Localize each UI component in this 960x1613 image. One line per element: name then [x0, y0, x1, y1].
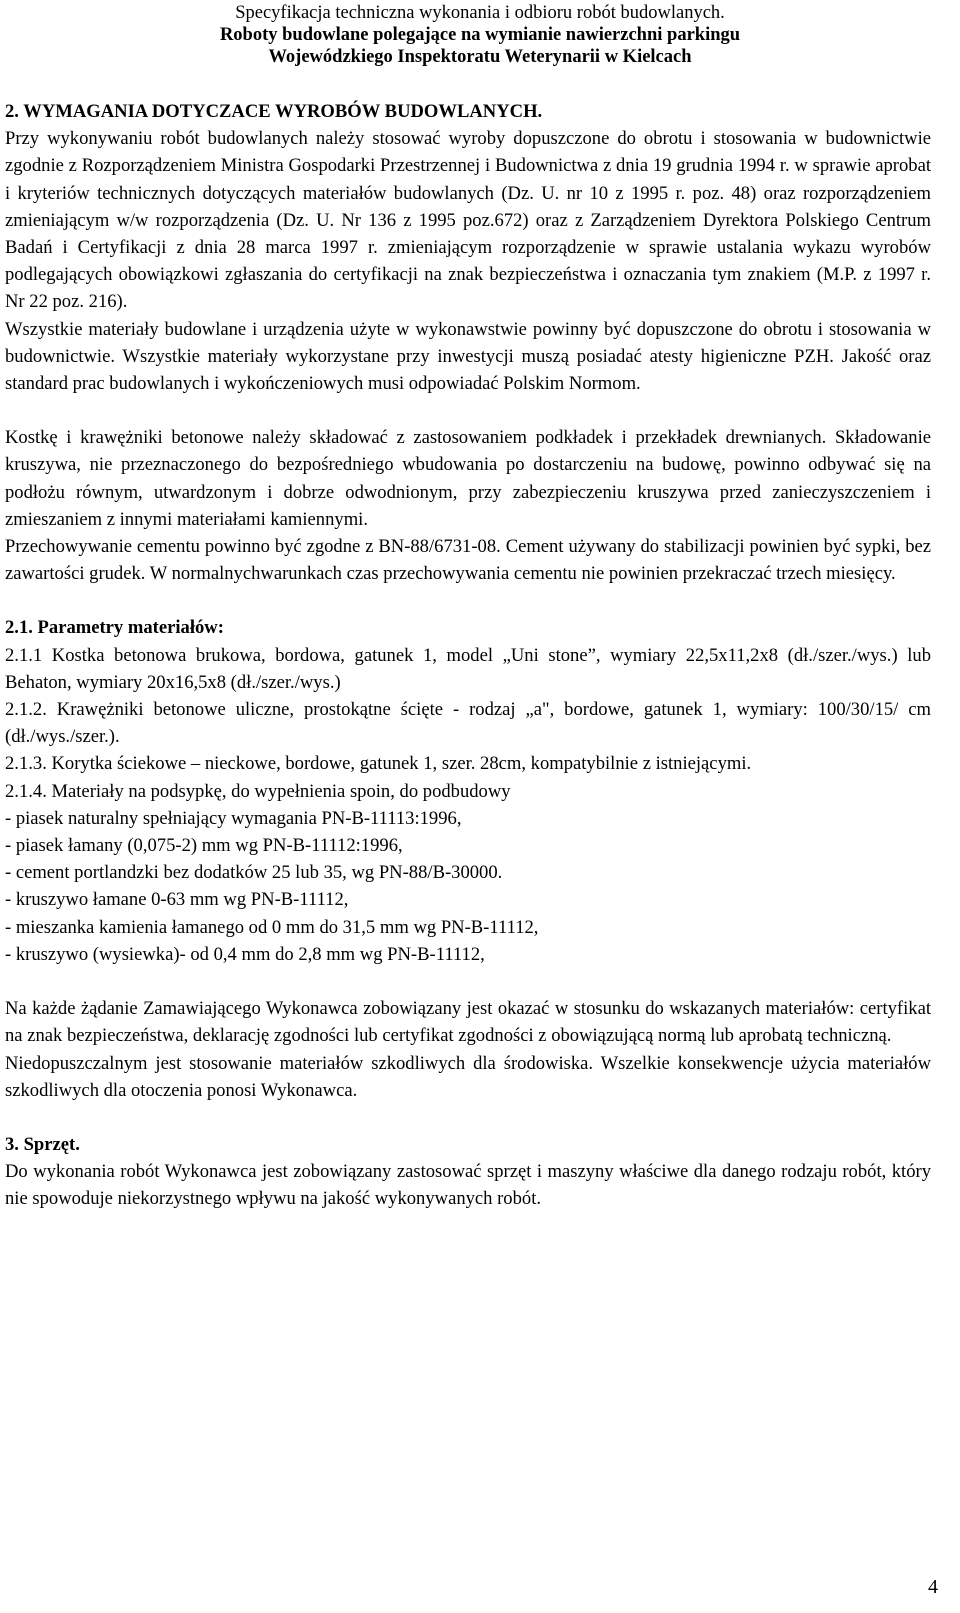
- list-item: - piasek łamany (0,075-2) mm wg PN-B-11112:1996,: [5, 835, 403, 857]
- item-2-1-1: 2.1.1 Kostka betonowa brukowa, bordowa, gatunek 1, model „Uni stone”, wymiary 22,5x11,2x8 (dł./szer./wys.) lub Behaton, wymiary 20x16,5x8 (dł./szer./wys.): [5, 644, 931, 693]
- list-item: - cement portlandzki bez dodatków 25 lub 35, wg PN-88/B-30000.: [5, 862, 503, 884]
- section-3-heading: 3. Sprzęt.: [5, 1133, 80, 1155]
- item-2-1-4: 2.1.4. Materiały na podsypkę, do wypełnienia spoin, do podbudowy: [5, 780, 511, 802]
- section-2-paragraph-1: Przy wykonywaniu robót budowlanych należy stosować wyroby dopuszczone do obrotu i stosowania w budownictwie zgodnie z Rozporządzeniem Ministra Gospodarki Przestrzennej i Budownictwa z dnia 19 grudnia 1994 r. w sprawie aprobat i kryteriów technicznych dotyczących materiałów budowlanych (Dz. U. nr 10 z 1995 r. poz. 48) oraz rozporządzeniem zmieniającym w/w rozporządzenia (Dz. U. Nr 136 z 1995 poz.672) oraz z Zarządzeniem Dyrektora Polskiego Centrum Badań i Certyfikacji z dnia 28 marca 1997 r. zmieniającym rozporządzenie w sprawie ustalania wykazu wyrobów podlegających obowiązkowi zgłaszania do certyfikacji na znak bezpieczeństwa i oznaczania tym znakiem (M.P. z 1997 r. Nr 22 poz. 216).: [5, 128, 931, 313]
- section-2-1-paragraph-certificates: Na każde żądanie Zamawiającego Wykonawca zobowiązany jest okazać w stosunku do wskazanych materiałów: certyfikat na znak bezpieczeństwa, deklarację zgodności lub certyfikat zgodności z obowiązującą normą lub aprobatą techniczną.: [5, 998, 931, 1047]
- header-title-line: Specyfikacja techniczna wykonania i odbioru robót budowlanych.: [235, 3, 725, 23]
- list-item: - piasek naturalny spełniający wymagania PN-B-11113:1996,: [5, 807, 462, 829]
- list-item: - kruszywo (wysiewka)- od 0,4 mm do 2,8 mm wg PN-B-11112,: [5, 943, 485, 965]
- section-2-1-paragraph-harmful: Niedopuszczalnym jest stosowanie materiałów szkodliwych dla środowiska. Wszelkie konsekwencje użycia materiałów szkodliwych dla otoczenia ponosi Wykonawca.: [5, 1052, 931, 1101]
- section-3-paragraph: Do wykonania robót Wykonawca jest zobowiązany zastosować sprzęt i maszyny właściwe dla danego rodzaju robót, który nie spowoduje niekorzystnego wpływu na jakość wykonywanych robót.: [5, 1161, 931, 1210]
- spacer: [5, 1104, 931, 1131]
- section-2-1-heading: 2.1. Parametry materiałów:: [5, 617, 224, 639]
- section-2-paragraph-2: Wszystkie materiały budowlane i urządzenia użyte w wykonawstwie powinny być dopuszczone do obrotu i stosowania w budownictwie. Wszystkie materiały wykorzystane przy inwestycji muszą posiadać atesty higieniczne PZH. Jakość oraz standard prac budowlanych i wykończeniowych musi odpowiadać Polskim Normom.: [5, 318, 931, 395]
- section-2-heading: 2. WYMAGANIA DOTYCZACE WYROBÓW BUDOWLANYCH.: [5, 101, 543, 122]
- spacer: [5, 968, 931, 995]
- item-2-1-3: 2.1.3. Korytka ściekowe – nieckowe, bordowe, gatunek 1, szer. 28cm, kompatybilnie z istniejącymi.: [5, 753, 752, 775]
- item-2-1-2: 2.1.2. Krawężniki betonowe uliczne, prostokątne ścięte - rodzaj „a", bordowe, gatunek 1, wymiary: 100/30/15/ cm (dł./wys./szer.).: [5, 699, 931, 748]
- spacer: [5, 397, 931, 424]
- spacer: [5, 587, 931, 614]
- list-item: - mieszanka kamienia łamanego od 0 mm do 31,5 mm wg PN-B-11112,: [5, 916, 539, 938]
- section-2-paragraph-4: Przechowywanie cementu powinno być zgodne z BN-88/6731-08. Cement używany do stabilizacji powinien być sypki, bez zawartości grudek. W normalnychwarunkach czas przechowywania cementu nie powinien przekraczać trzech miesięcy.: [5, 536, 931, 585]
- list-item: - kruszywo łamane 0-63 mm wg PN-B-11112,: [5, 889, 349, 911]
- document-body: [5, 98, 931, 1213]
- page-number: 4: [928, 1576, 938, 1598]
- header-institution-line: Wojewódzkiego Inspektoratu Weterynarii w Kielcach: [268, 47, 692, 67]
- document-header: [0, 2, 960, 68]
- header-subject-line: Roboty budowlane polegające na wymianie nawierzchni parkingu: [219, 25, 741, 45]
- section-2-paragraph-3: Kostkę i krawężniki betonowe należy składować z zastosowaniem podkładek i przekładek drewnianych. Składowanie kruszywa, nie przeznaczonego do bezpośredniego wbudowania po dostarczeniu na budowę, powinno odbywać się na podłożu równym, utwardzonym i dobrze odwodnionym, przy zabezpieczeniu kruszywa przed zanieczyszczeniem i zmieszaniem z innymi materiałami kamiennymi.: [5, 427, 931, 530]
